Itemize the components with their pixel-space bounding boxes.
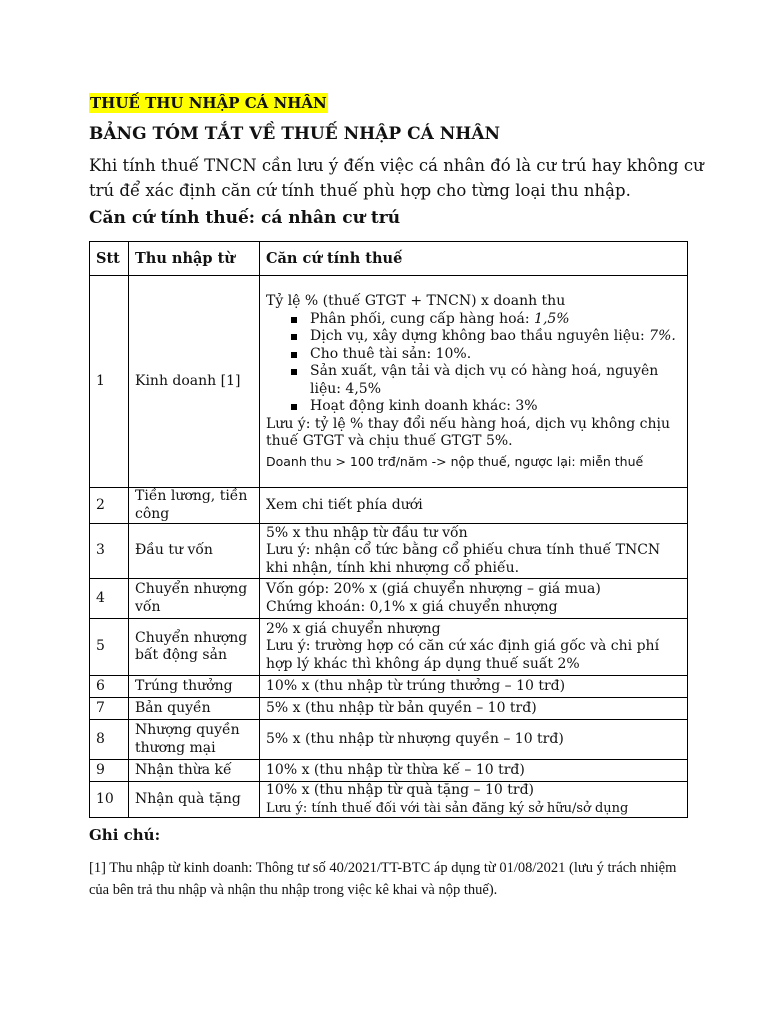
tax-table xyxy=(89,241,688,818)
cell-source: Nhượng quyền thương mại xyxy=(129,720,260,760)
table-row xyxy=(90,524,688,579)
table-row xyxy=(90,619,688,676)
cell-source: Nhận quà tặng xyxy=(129,782,260,818)
basis-line: Vốn góp: 20% x (giá chuyển nhượng – giá mua) xyxy=(266,581,601,597)
basis-line: Chứng khoán: 0,1% x giá chuyển nhượng xyxy=(266,598,558,615)
cell-stt: 5 xyxy=(90,619,129,676)
table-row xyxy=(90,698,688,720)
cell-source: Kinh doanh [1] xyxy=(129,276,260,488)
table-row xyxy=(90,676,688,698)
cell-stt: 2 xyxy=(90,488,129,524)
table-header-row xyxy=(90,242,688,276)
section-heading: Căn cứ tính thuế: cá nhân cư trú xyxy=(89,208,401,228)
list-item: Cho thuê tài sản: 10%. xyxy=(310,346,681,364)
cell-stt: 10 xyxy=(90,782,129,818)
threshold-text: Doanh thu > 100 trđ/năm -> nộp thuế, ngược lại: miễn thuế xyxy=(266,453,644,469)
cell-basis xyxy=(260,524,688,579)
cell-basis: 5% x (thu nhập từ nhượng quyền – 10 trđ) xyxy=(260,720,688,760)
cell-source: Đầu tư vốn xyxy=(129,524,260,579)
list-item-text: Dịch vụ, xây dựng không bao thầu nguyên liệu: xyxy=(310,328,650,344)
cell-stt: 8 xyxy=(90,720,129,760)
table-row xyxy=(90,276,688,488)
cell-stt: 3 xyxy=(90,524,129,579)
list-item: Sản xuất, vận tải và dịch vụ có hàng hoá, nguyên liệu: 4,5% xyxy=(310,363,681,398)
note-text: Lưu ý: trường hợp có căn cứ xác định giá gốc và chi phí hợp lý khác thì không áp dụng thuế suất 2% xyxy=(266,638,660,672)
note-text: Lưu ý: tính thuế đối với tài sản đăng ký sở hữu/sở dụng xyxy=(266,800,629,816)
header-stt: Stt xyxy=(90,242,129,276)
document-subtitle: BẢNG TÓM TẮT VỀ THUẾ NHẬP CÁ NHÂN xyxy=(89,124,501,144)
table-row xyxy=(90,760,688,782)
list-item-rate: 1,5% xyxy=(534,310,570,327)
cell-source: Tiền lương, tiền công xyxy=(129,488,260,524)
table-row xyxy=(90,579,688,619)
list-item xyxy=(310,311,681,329)
table-row xyxy=(90,488,688,524)
notes-text: [1] Thu nhập từ kinh doanh: Thông tư số 40/2021/TT-BTC áp dụng từ 01/08/2021 (lưu ý trách nhiệm của bên trả thu nhập và nhận thu nhập trong việc kê khai và nộp thuế). xyxy=(89,860,677,898)
table-row xyxy=(90,720,688,760)
header-income-source: Thu nhập từ xyxy=(129,242,260,276)
list-item-rate: 7%. xyxy=(649,328,676,344)
cell-source: Trúng thưởng xyxy=(129,676,260,698)
list-item: Hoạt động kinh doanh khác: 3% xyxy=(310,398,681,416)
cell-basis xyxy=(260,782,688,818)
cell-basis xyxy=(260,619,688,676)
basis-line: 10% x (thu nhập từ quà tặng – 10 trđ) xyxy=(266,782,535,798)
rate-list xyxy=(266,311,681,416)
cell-source: Bản quyền xyxy=(129,698,260,720)
cell-basis xyxy=(260,276,688,488)
basis-line: 5% x thu nhập từ đầu tư vốn xyxy=(266,524,468,541)
notes-heading: Ghi chú: xyxy=(89,826,161,844)
cell-stt: 4 xyxy=(90,579,129,619)
note-text: Lưu ý: nhận cổ tức bằng cổ phiếu chưa tính thuế TNCN khi nhận, tính khi nhượng cổ phiếu. xyxy=(266,542,661,576)
cell-stt: 9 xyxy=(90,760,129,782)
cell-basis xyxy=(260,579,688,619)
document-title: THUẾ THU NHẬP CÁ NHÂN xyxy=(90,94,327,112)
cell-stt: 1 xyxy=(90,276,129,488)
cell-source: Nhận thừa kế xyxy=(129,760,260,782)
cell-stt: 6 xyxy=(90,676,129,698)
list-item xyxy=(310,328,681,346)
formula-text: Tỷ lệ % (thuế GTGT + TNCN) x doanh thu xyxy=(266,293,566,309)
intro-paragraph: Khi tính thuế TNCN cần lưu ý đến việc cá nhân đó là cư trú hay không cư trú để xác định căn cứ tính thuế phù hợp cho từng loại thu nhập. xyxy=(89,156,704,200)
cell-stt: 7 xyxy=(90,698,129,720)
cell-source: Chuyển nhượng vốn xyxy=(129,579,260,619)
note-text: Lưu ý: tỷ lệ % thay đổi nếu hàng hoá, dịch vụ không chịu thuế GTGT và chịu thuế GTGT 5%. xyxy=(266,415,671,449)
cell-basis: 10% x (thu nhập từ trúng thưởng – 10 trđ) xyxy=(260,676,688,698)
list-item-text: Phân phối, cung cấp hàng hoá: xyxy=(310,310,535,327)
cell-basis: 5% x (thu nhập từ bản quyền – 10 trđ) xyxy=(260,698,688,720)
table-row xyxy=(90,782,688,818)
cell-basis: 10% x (thu nhập từ thừa kế – 10 trđ) xyxy=(260,760,688,782)
basis-line: 2% x giá chuyển nhượng xyxy=(266,620,441,637)
header-tax-basis: Căn cứ tính thuế xyxy=(260,242,688,276)
cell-source: Chuyển nhượng bất động sản xyxy=(129,619,260,676)
cell-basis: Xem chi tiết phía dưới xyxy=(260,488,688,524)
